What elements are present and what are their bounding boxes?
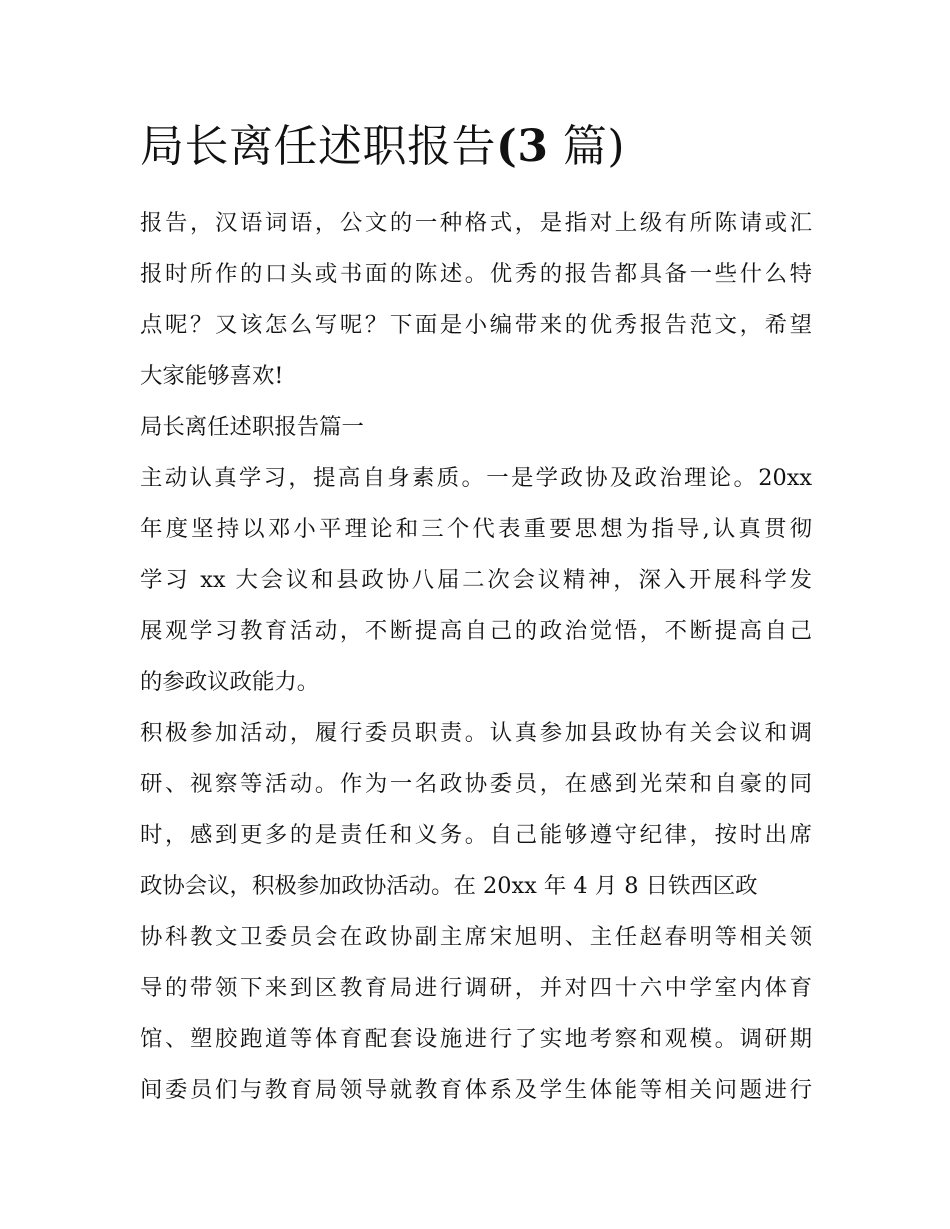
- body-line: 报告，汉语词语，公文的一种格式，是指对上级有所陈请或汇: [140, 210, 812, 236]
- title-count: (3: [496, 121, 549, 172]
- document-body: [140, 198, 812, 1116]
- body-line: 局长离任述职报告篇一: [140, 414, 364, 440]
- title-text: 局长离任述职报告: [140, 121, 496, 172]
- body-line: 年度坚持以邓小平理论和三个代表重要思想为指导,认真贯彻: [140, 516, 812, 542]
- body-line: 展观学习教育活动，不断提高自己的政治觉悟，不断提高自己: [140, 618, 812, 644]
- body-line: 研、视察等活动。作为一名政协委员，在感到光荣和自豪的同: [140, 771, 812, 797]
- body-line: 间委员们与教育局领导就教育体系及学生体能等相关问题进行: [140, 1077, 812, 1103]
- body-line: 积极参加活动，履行委员职责。认真参加县政协有关会议和调: [140, 720, 812, 746]
- body-line: 时，感到更多的是责任和义务。自己能够遵守纪律，按时出席: [140, 822, 812, 848]
- body-line: 的参政议政能力。: [140, 669, 320, 695]
- body-line: 报时所作的口头或书面的陈述。优秀的报告都具备一些什么特: [140, 261, 812, 287]
- body-line: 协科教文卫委员会在政协副主席宋旭明、主任赵春明等相关领: [140, 924, 812, 950]
- document-title: [140, 116, 625, 178]
- body-line: 主动认真学习，提高自身素质。一是学政协及政治理论。20xx: [140, 465, 812, 491]
- body-line: 点呢？又该怎么写呢？下面是小编带来的优秀报告范文，希望: [140, 312, 812, 338]
- body-line: 大家能够喜欢!: [140, 363, 284, 389]
- body-line: 政协会议，积极参加政协活动。在 20xx 年 4 月 8 日铁西区政: [140, 873, 758, 899]
- body-line: 导的带领下来到区教育局进行调研，并对四十六中学室内体育: [140, 975, 812, 1001]
- title-suffix: 篇): [548, 121, 626, 172]
- body-line: 馆、塑胶跑道等体育配套设施进行了实地考察和观模。调研期: [140, 1026, 812, 1052]
- body-line: 学习 xx 大会议和县政协八届二次会议精神，深入开展科学发: [140, 567, 812, 593]
